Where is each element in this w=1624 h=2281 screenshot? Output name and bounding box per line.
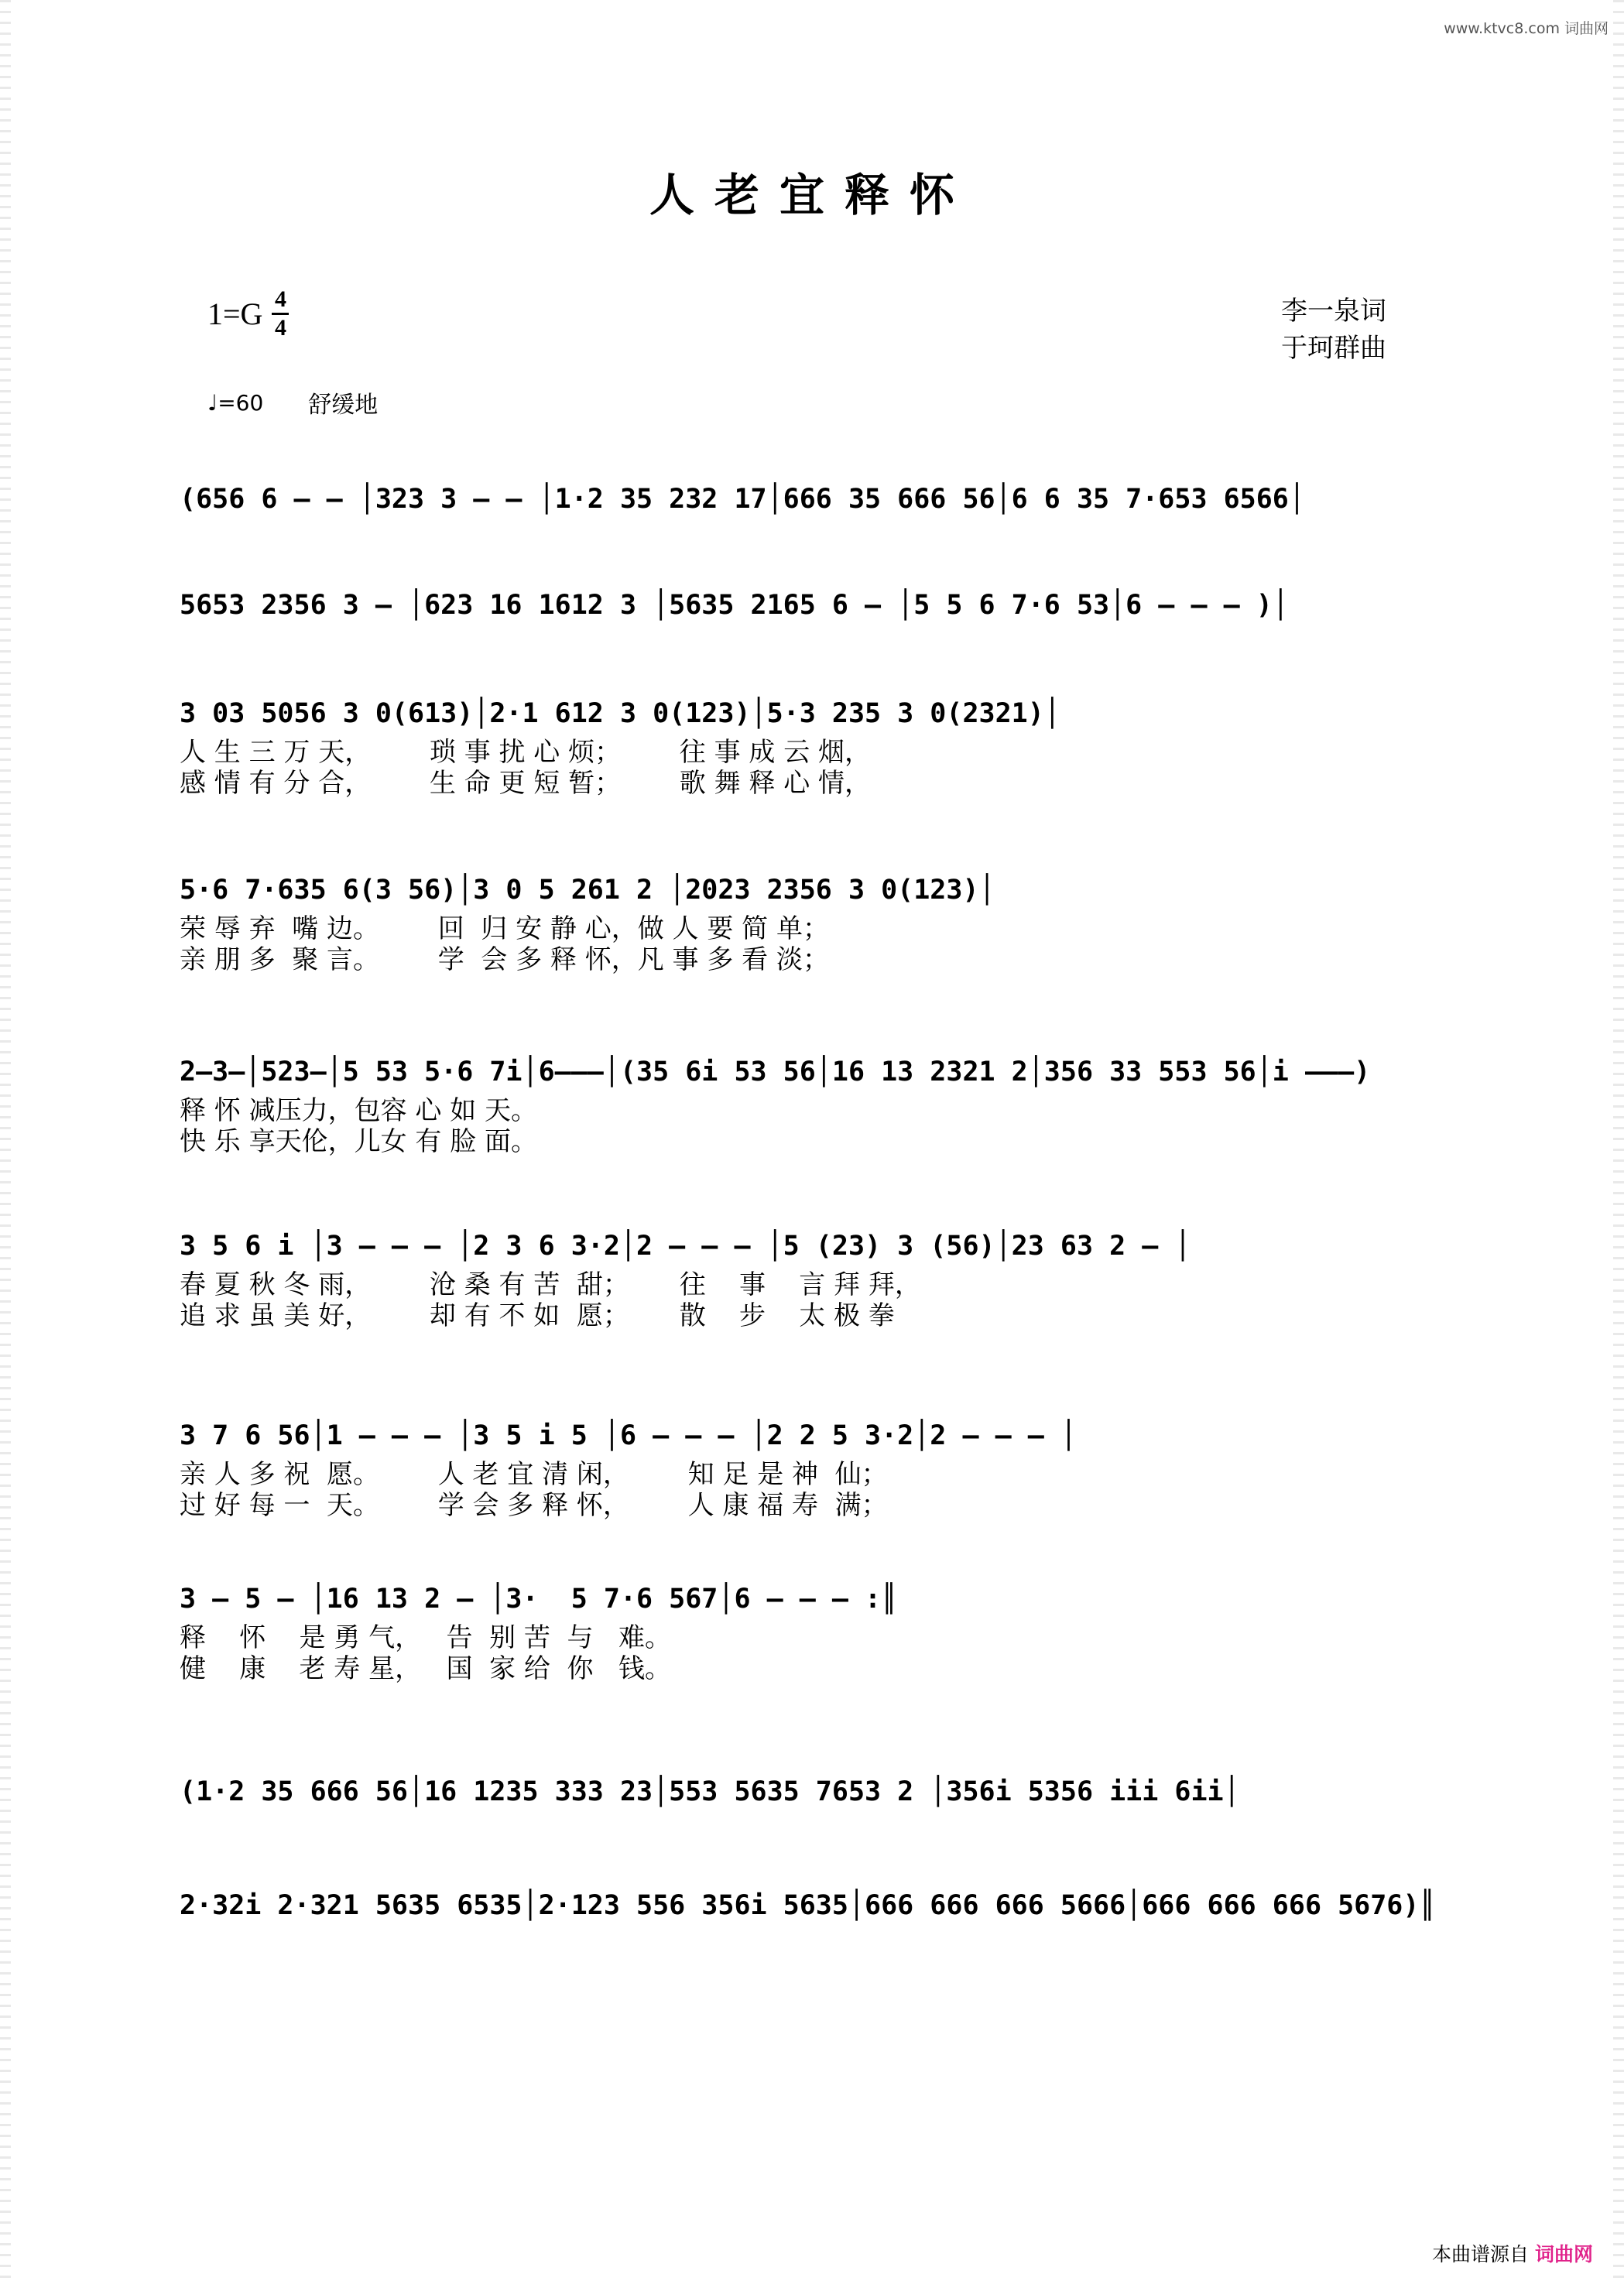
notation-line: 5·6 7·635 6(3 56)│3 0 5 261 2 │2023 2356 3 0(123)│ [180,875,995,906]
score-system-9 [180,1769,1449,1815]
left-border-strip [0,0,11,2281]
key-signature [207,288,289,340]
lyric-verse-1: 人 生 三 万 天， 琐 事 扰 心 烦； 往 事 成 云 烟， [180,737,871,768]
right-border-strip [1613,0,1624,2281]
tempo-expression: 舒缓地 [308,392,379,419]
footer-source: 本曲谱源自 [1431,2243,1529,2266]
score-system-6 [180,1223,1449,1331]
score-system-3 [180,690,1449,799]
notation-line: 3 – 5 – │16 13 2 – │3· 5 7·6 567│6 – – – :║ [180,1584,898,1615]
song-title: 人老宜释怀 [649,169,975,221]
lyric-verse-2: 亲 朋 多 聚 言。 学 会 多 释 怀，凡 事 多 看 淡； [180,944,829,975]
notation-line: 2·32i 2·321 5635 6535│2·123 556 356i 5635│666 666 666 5666│666 666 666 5676)║ [180,1890,1436,1921]
score-system-8 [180,1576,1449,1684]
lyric-verse-2: 健 康 老 寿 星， 国 家 给 你 钱。 [180,1653,671,1684]
score-system-2 [180,582,1449,628]
lyricist: 李一泉词 [1281,296,1386,327]
lyric-verse-1: 春 夏 秋 冬 雨， 沧 桑 有 苦 甜； 往 事 言 拜 拜， [180,1269,921,1300]
lyric-verse-2: 感 情 有 分 合， 生 命 更 短 暂； 歌 舞 释 心 情， [180,768,871,799]
credits [1281,293,1386,367]
score-system-4 [180,867,1449,975]
time-signature [272,288,289,340]
lyric-verse-1: 释 怀 减压力，包容 心 如 天。 [180,1095,538,1126]
notation-line: 3 7 6 56│1 – – – │3 5 i 5 │6 – – – │2 2 5 3·2│2 – – – │ [180,1420,1077,1451]
time-top: 4 [274,286,286,312]
key-tonic: 1=G [207,296,263,331]
lyric-verse-1: 释 怀 是 勇 气， 告 别 苦 与 难。 [180,1622,671,1653]
lyric-verse-1: 亲 人 多 祝 愿。 人 老 宜 清 闲， 知 足 是 神 仙； [180,1459,888,1490]
notation-line: (1·2 35 666 56│16 1235 333 23│553 5635 7653 2 │356i 5356 iii 6ii│ [180,1776,1240,1807]
score-system-5 [180,1049,1449,1157]
lyric-verse-2: 快 乐 享天伦，儿女 有 脸 面。 [180,1126,538,1157]
score-system-10 [180,1882,1449,1929]
lyric-verse-2: 过 好 每 一 天。 学 会 多 释 怀， 人 康 福 寿 满； [180,1490,888,1521]
tempo-bpm: ♩=60 [207,389,264,416]
time-bottom: 4 [274,315,286,341]
footer-brand[interactable]: 词曲网 [1534,2243,1593,2266]
lyric-verse-2: 追 求 虽 美 好， 却 有 不 如 愿； 散 步 太 极 拳 [180,1300,895,1331]
composer: 于珂群曲 [1281,333,1386,364]
notation-line: 3 5 6 i │3 – – – │2 3 6 3·2│2 – – – │5 (23) 3 (56)│23 63 2 – │ [180,1231,1191,1262]
notation-line: (656 6 – – │323 3 – – │1·2 35 232 17│666 35 666 56│6 6 35 7·653 6566│ [180,484,1305,515]
lyric-verse-1: 荣 辱 弃 嘴 边。 回 归 安 静 心，做 人 要 简 单； [180,913,829,944]
site-watermark: www.ktvc8.com 词曲网 [1444,20,1609,37]
notation-line: 3 03 5056 3 0(613)│2·1 612 3 0(123)│5·3 235 3 0(2321)│ [180,698,1060,729]
notation-line: 2–3–│523–│5 53 5·6 7i│6–––│(35 6i 53 56│16 13 2321 2│356 33 553 56│i –––) [180,1057,1371,1087]
footer-credit [1432,2239,1593,2267]
tempo-marking [207,385,378,420]
score-system-7 [180,1413,1449,1521]
notation-line: 5653 2356 3 – │623 16 1612 3 │5635 2165 6 – │5 5 6 7·6 53│6 – – – )│ [180,590,1289,621]
score-system-1 [180,476,1449,522]
